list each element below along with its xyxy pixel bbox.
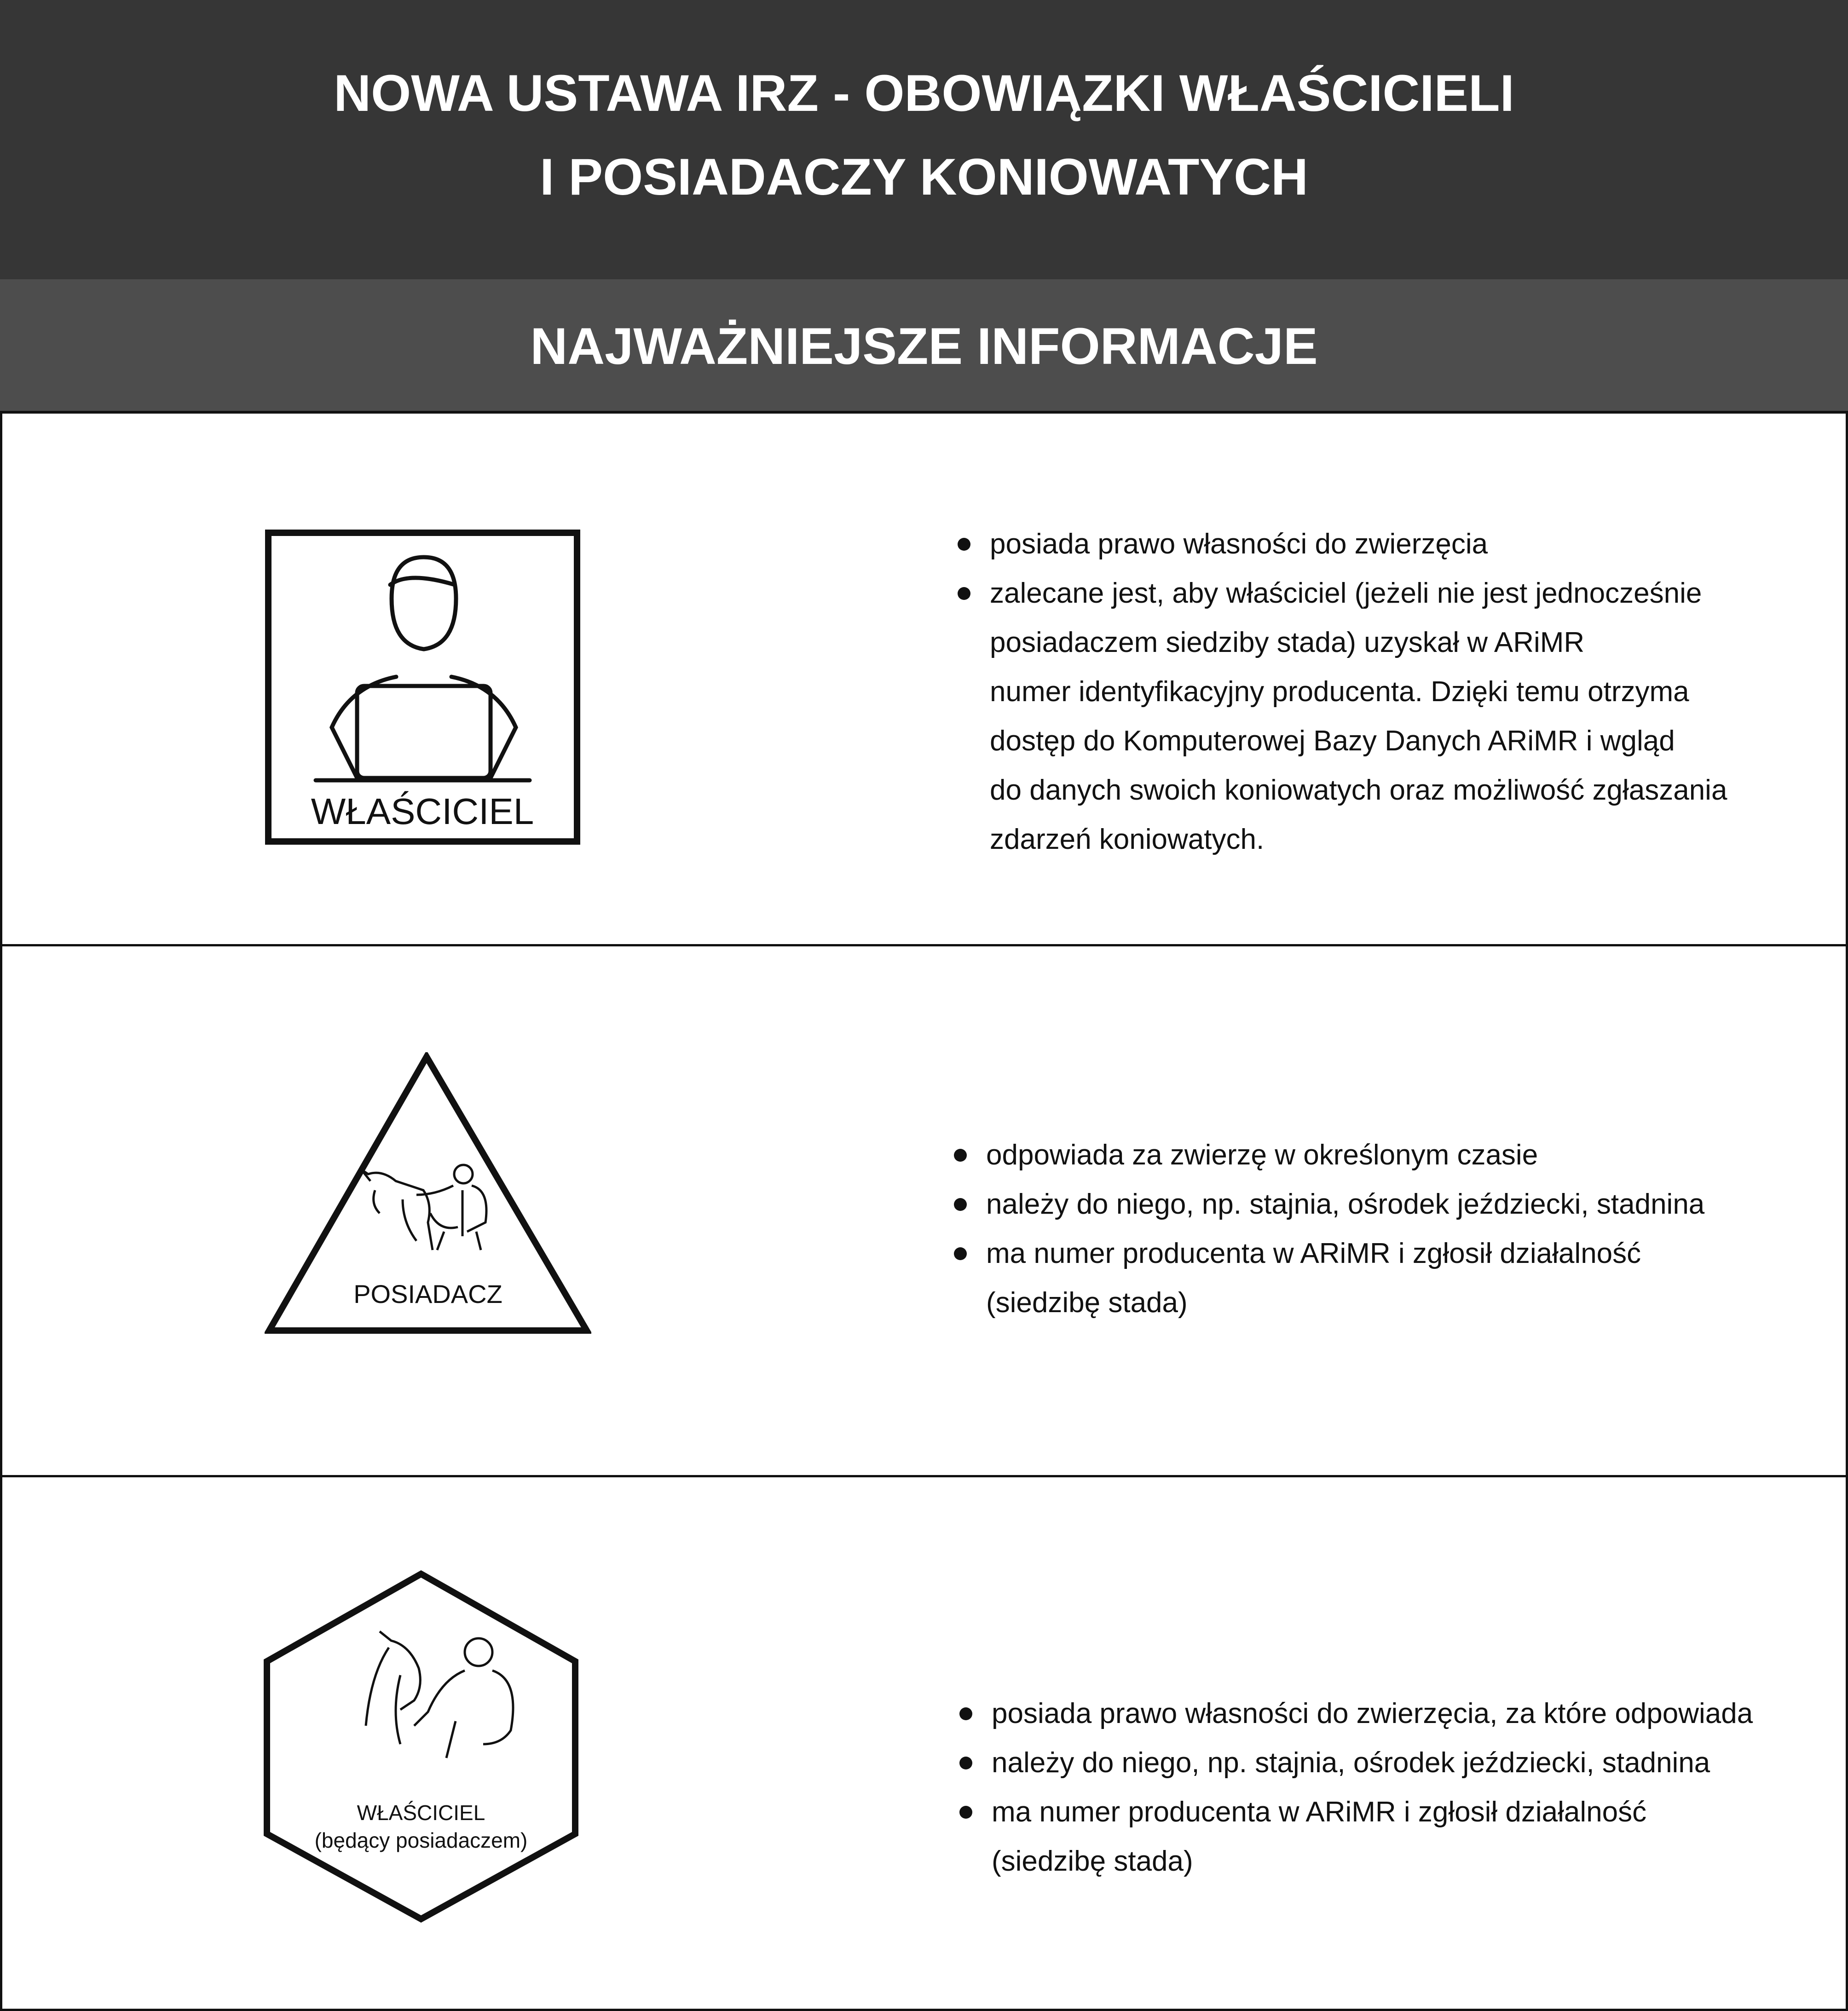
holder-label: POSIADACZ <box>353 1279 502 1308</box>
page-header <box>0 0 1848 279</box>
list-item <box>954 1180 1704 1229</box>
list-item <box>959 1787 1753 1886</box>
line: do danych swoich koniowatych oraz możliwość zgłaszania <box>990 774 1727 806</box>
owner-holder-label: WŁAŚCICIEL <box>357 1801 485 1825</box>
owner-holder-hexagon-icon <box>262 1569 580 1924</box>
line: numer identyfikacyjny producenta. Dzięki temu otrzyma <box>990 676 1689 708</box>
horse-handler-icon <box>361 1165 486 1250</box>
title-line-2: I POSIADACZY KONIOWATYCH <box>540 148 1308 206</box>
line: ma numer producenta w ARiMR i zgłosił działalność <box>986 1238 1641 1269</box>
line: posiada prawo własności do zwierzęcia <box>990 528 1488 560</box>
line: dostęp do Komputerowej Bazy Danych ARiMR i wgląd <box>990 725 1675 757</box>
title-line-1: NOWA USTAWA IRZ - OBOWIĄZKI WŁAŚCICIELI <box>334 64 1514 122</box>
owner-label: WŁAŚCICIEL <box>311 791 534 832</box>
list-item <box>954 1130 1704 1180</box>
owner-holder-list <box>959 1689 1753 1886</box>
line: zalecane jest, aby właściciel (jeżeli nie jest jednocześnie <box>990 577 1702 609</box>
owner-list <box>958 519 1727 864</box>
line: odpowiada za zwierzę w określonym czasie <box>986 1139 1538 1171</box>
line: ma numer producenta w ARiMR i zgłosił działalność <box>992 1796 1647 1828</box>
owner-laptop-icon <box>265 530 580 845</box>
list-item <box>959 1738 1753 1787</box>
list-item <box>959 1689 1753 1738</box>
holder-triangle-icon <box>265 1052 591 1337</box>
line: (siedzibę stada) <box>992 1845 1193 1877</box>
horse-person-icon <box>366 1631 513 1758</box>
section-owner-holder <box>0 1477 1848 2011</box>
line: posiada prawo własności do zwierzęcia, za które odpowiada <box>992 1698 1753 1729</box>
section-holder <box>0 946 1848 1477</box>
owner-holder-sublabel: (będący posiadaczem) <box>314 1828 528 1852</box>
line: (siedzibę stada) <box>986 1287 1188 1319</box>
subheader: NAJWAŻNIEJSZE INFORMACJE <box>0 279 1848 414</box>
section-owner <box>0 414 1848 946</box>
list-item <box>958 569 1727 864</box>
line: należy do niego, np. stajnia, ośrodek jeździecki, stadnina <box>992 1747 1710 1779</box>
list-item <box>954 1229 1704 1327</box>
line: posiadaczem siedziby stada) uzyskał w ARiMR <box>990 627 1585 658</box>
holder-list <box>954 1130 1704 1327</box>
line: należy do niego, np. stajnia, ośrodek jeździecki, stadnina <box>986 1188 1705 1220</box>
list-item <box>958 519 1727 569</box>
line: zdarzeń koniowatych. <box>990 824 1265 855</box>
